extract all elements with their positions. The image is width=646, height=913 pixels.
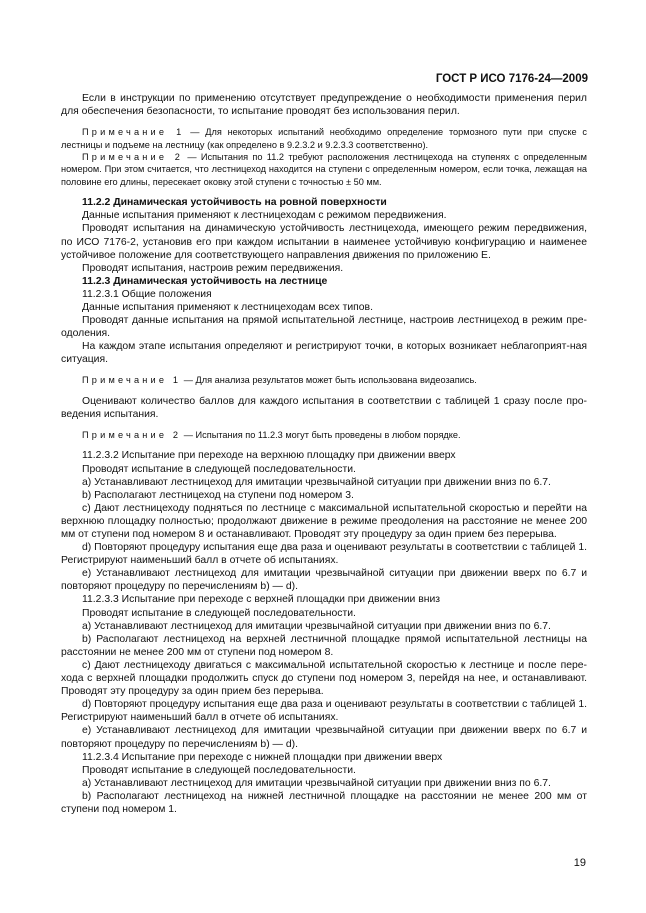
paragraph: Оценивают количество баллов для каждого испытания в соответствии с таблицей 1 сразу после про-ведения испытания. [61,395,587,420]
paragraph: Проводят испытания на динамическую устойчивость лестницехода, имеющего режим передвижения, по ИСО 7176-2, установив его при каждом испытании в наименее устойчивую конфигурацию и наименее устойчивое положение для соответствующего направления движения по приложению Е. [61,223,587,261]
paragraph: Данные испытания применяют к лестницеходам всех типов. [82,301,373,313]
note-text: — Для анализа результатов может быть использована видеозапись. [181,375,477,386]
list-item: d) Повторяют процедуру испытания еще два раза и оценивают результаты в соответствии с таблицей 1. Регистрируют наименьший балл в отчете об испытаниях. [61,699,587,724]
note-label: Примечание 1 [82,375,182,386]
list-item: b) Располагают лестницеход на нижней лестничной площадке на расстоянии не менее 200 мм от ступени под номером 1. [61,790,587,815]
note-label: Примечание 2 [82,430,182,441]
subsection-heading: 11.2.3.3 Испытание при переходе с верхней площадки при движении вниз [82,594,441,606]
list-item: b) Располагают лестницеход на ступени под номером 3. [82,489,354,501]
document-header: ГОСТ Р ИСО 7176-24—2009 [435,73,588,85]
paragraph: Проводят испытание в следующей последовательности. [82,607,356,619]
note [61,126,587,151]
section-heading: 11.2.2 Динамическая устойчивость на ровной поверхности [82,197,387,209]
note-label: Примечание 1 [82,127,185,138]
note [61,374,587,386]
list-item: c) Дают лестницеходу двигаться с максимальной испытательной скоростью к лестнице и после пере-хода с верхней площадки продолжить спуск до ступени под номером 3, перейдя на нее, и останавливают. Проводят эту процедуру за один прием без перерыва. [61,659,587,698]
list-item: a) Устанавливают лестницеход для имитации чрезвычайной ситуации при движении вниз по 6.7. [82,777,551,789]
subsection-heading: 11.2.3.4 Испытание при переходе с нижней площадки при движении вверх [82,751,443,763]
list-item: e) Устанавливают лестницеход для имитации чрезвычайной ситуации при движении вверх по 6.7 и повторяют процедуру по перечислениям b) — d). [61,725,587,750]
note-label: Примечание 2 [82,152,184,162]
note-text: — Испытания по 11.2 требуют расположения лестницехода на ступенях с определенным номером. При этом считается, что лестницеход находится на ступени с определенным номером, если точка, лежащая на половине его длины, пересекает оковку этой ступени с точностью ± 50 мм. [61,152,588,187]
note [61,151,587,188]
list-item: a) Устанавливают лестницеход для имитации чрезвычайной ситуации при движении вниз по 6.7. [82,476,551,488]
paragraph: Проводят испытания, настроив режим передвижения. [82,262,344,274]
list-item: b) Располагают лестницеход на верхней лестничной площадке прямой испытательной лестницы на расстоянии не менее 200 мм от ступени под номером 8. [61,633,587,658]
note [61,429,587,441]
page-body [61,92,587,816]
paragraph: Проводят испытание в следующей последовательности. [82,463,356,475]
list-item: c) Дают лестницеходу подняться по лестнице с максимальной испытательной скоростью и перейти на верхнюю площадку полностью; продолжают движение в режиме преодоления на расстояние не менее 200 мм от ступени под номером 8 и останавливают. Проводят эту процедуру за один прием без перерыва. [61,502,587,540]
section-heading: 11.2.3 Динамическая устойчивость на лестнице [82,275,328,287]
page-number: 19 [573,857,586,869]
paragraph: На каждом этапе испытания определяют и регистрируют точки, в которых возникает неблагоприят-ная ситуация. [61,341,587,366]
note-text: — Для некоторых испытаний необходимо определение тормозного пути при спуске с лестницы и подъеме на лестницу (как определено в 9.2.3.2 и 9.2.3.3 соответственно). [61,127,587,150]
paragraph: Если в инструкции по применению отсутствует предупреждение о необходимости применения перил для обеспечения безопасности, то испытание проводят без использования перил. [61,93,587,118]
list-item: a) Устанавливают лестницеход для имитации чрезвычайной ситуации при движении вниз по 6.7. [82,620,551,632]
paragraph: Проводят данные испытания на прямой испытательной лестнице, настроив лестницеход в режим пре-одоления. [61,315,587,340]
subsection-heading: 11.2.3.1 Общие положения [82,288,212,300]
note-text: — Испытания по 11.2.3 могут быть проведены в любом порядке. [181,430,461,441]
paragraph: Проводят испытание в следующей последовательности. [82,764,356,776]
subsection-heading: 11.2.3.2 Испытание при переходе на верхнюю площадку при движении вверх [82,450,456,462]
paragraph: Данные испытания применяют к лестницеходам с режимом передвижения. [82,210,447,222]
list-item: d) Повторяют процедуру испытания еще два раза и оценивают результаты в соответствии с таблицей 1. Регистрируют наименьший балл в отчете об испытаниях. [61,542,587,567]
list-item: e) Устанавливают лестницеход для имитации чрезвычайной ситуации при движении вверх по 6.7 и повторяют процедуру по перечислениям b) — d). [61,568,587,593]
